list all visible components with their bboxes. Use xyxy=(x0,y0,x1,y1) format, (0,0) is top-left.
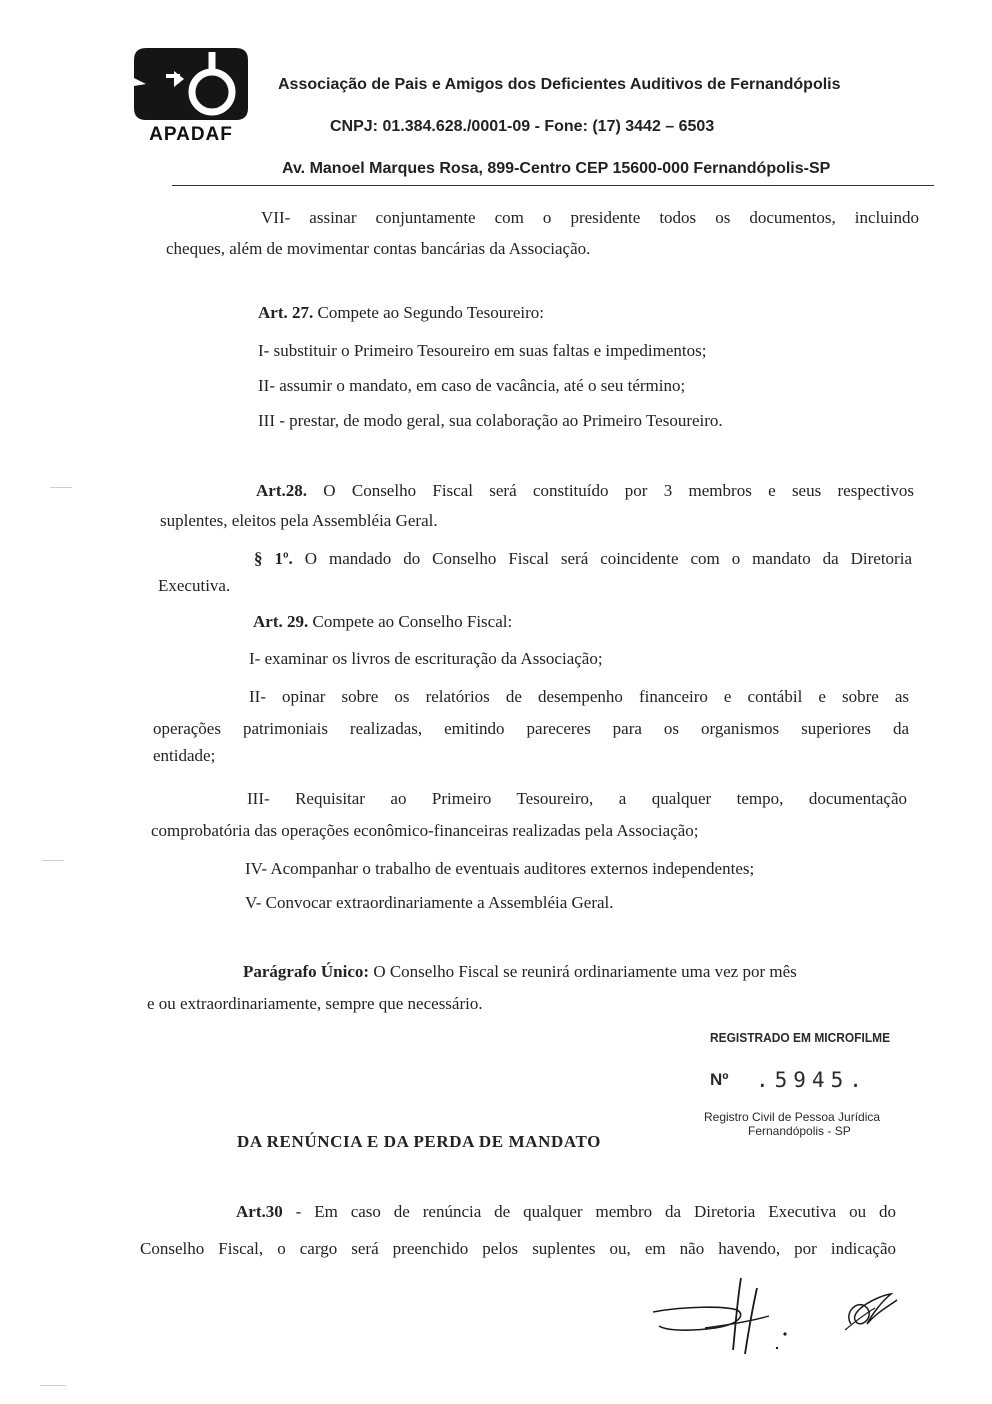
art29-item-iii-line1: III- Requisitar ao Primeiro Tesoureiro, a qualquer tempo, documentação xyxy=(247,789,907,808)
art29-heading xyxy=(253,611,512,633)
art30-line2: Conselho Fiscal, o cargo será preenchido pelos suplentes ou, em não havendo, por indicação xyxy=(140,1239,896,1258)
art28-label: Art.28. xyxy=(256,481,307,500)
paragrafo-unico-text: O Conselho Fiscal se reunirá ordinariamente uma vez por mês xyxy=(369,962,797,981)
letterhead xyxy=(0,0,992,200)
art30-line1 xyxy=(236,1201,896,1223)
paragrafo-unico-line2: e ou extraordinariamente, sempre que necessário. xyxy=(147,994,483,1013)
art27-item-i: I- substituir o Primeiro Tesoureiro em suas faltas e impedimentos; xyxy=(258,341,707,360)
art29-item-ii-line3: entidade; xyxy=(153,746,216,765)
art28-text: O Conselho Fiscal será constituído por 3 membros e seus respectivos xyxy=(306,481,914,500)
art29-text: Compete ao Conselho Fiscal: xyxy=(308,612,513,631)
art29-item-iii-line2: comprobatória das operações econômico-financeiras realizadas pela Associação; xyxy=(151,821,699,840)
art27-heading xyxy=(258,302,544,324)
signature-initials xyxy=(645,1272,915,1382)
section-title: DA RENÚNCIA E DA PERDA DE MANDATO xyxy=(237,1132,601,1151)
art28-line2: suplentes, eleitos pela Assembléia Geral. xyxy=(160,511,438,530)
microfilm-stamp xyxy=(700,1024,940,1144)
art27-label: Art. 27. xyxy=(258,303,314,322)
stamp-number: .5945. xyxy=(756,1068,868,1092)
logo-text: APADAF xyxy=(149,124,233,145)
cnpj-phone: CNPJ: 01.384.628./0001-09 - Fone: (17) 3442 – 6503 xyxy=(330,118,715,135)
item-vii-line2: cheques, além de movimentar contas bancárias da Associação. xyxy=(166,239,591,258)
scan-mark xyxy=(40,1385,66,1386)
org-name: Associação de Pais e Amigos dos Deficientes Auditivos de Fernandópolis xyxy=(278,76,841,93)
art29-label: Art. 29. xyxy=(253,612,309,631)
art28-line1 xyxy=(256,480,914,502)
art27-text: Compete ao Segundo Tesoureiro: xyxy=(313,303,545,322)
address: Av. Manoel Marques Rosa, 899-Centro CEP 15600-000 Fernandópolis-SP xyxy=(282,160,831,177)
paragrafo-unico-label: Parágrafo Único: xyxy=(243,962,370,981)
stamp-title: REGISTRADO EM MICROFILME xyxy=(710,1030,891,1045)
art28-para1-line1 xyxy=(254,548,912,570)
scan-mark xyxy=(42,860,64,861)
art29-item-ii-line2: operações patrimoniais realizadas, emitindo pareceres para os organismos superiores da xyxy=(153,719,909,738)
handwritten-initials-icon xyxy=(645,1272,915,1382)
art28-para1-text: O mandado do Conselho Fiscal será coincidente com o mandato da Diretoria xyxy=(292,549,912,568)
art29-item-i: I- examinar os livros de escrituração da Associação; xyxy=(249,649,603,668)
art30-text: - Em caso de renúncia de qualquer membro da Diretoria Executiva ou do xyxy=(282,1202,896,1221)
art28-para1-line2: Executiva. xyxy=(158,576,231,595)
art29-item-ii-line1: II- opinar sobre os relatórios de desempenho financeiro e contábil e sobre as xyxy=(249,687,909,706)
art27-item-iii: III - prestar, de modo geral, sua colaboração ao Primeiro Tesoureiro. xyxy=(258,411,723,430)
art30-label: Art.30 xyxy=(236,1202,283,1221)
art27-item-ii: II- assumir o mandato, em caso de vacância, até o seu término; xyxy=(258,376,686,395)
stamp-registry: Registro Civil de Pessoa Jurídica xyxy=(704,1110,881,1124)
stamp-number-prefix: Nº xyxy=(710,1070,729,1089)
paragrafo-unico-line1 xyxy=(243,961,797,983)
art29-item-iv: IV- Acompanhar o trabalho de eventuais auditores externos independentes; xyxy=(245,859,755,878)
item-vii-line1: VII- assinar conjuntamente com o presidente todos os documentos, incluindo xyxy=(261,208,919,227)
art29-item-v: V- Convocar extraordinariamente a Assembléia Geral. xyxy=(245,893,614,912)
art28-para1-label: § 1º. xyxy=(254,549,293,568)
stamp-city: Fernandópolis - SP xyxy=(748,1124,851,1138)
scan-mark xyxy=(50,487,72,488)
apadaf-logo xyxy=(132,44,250,144)
header-divider xyxy=(172,185,934,186)
